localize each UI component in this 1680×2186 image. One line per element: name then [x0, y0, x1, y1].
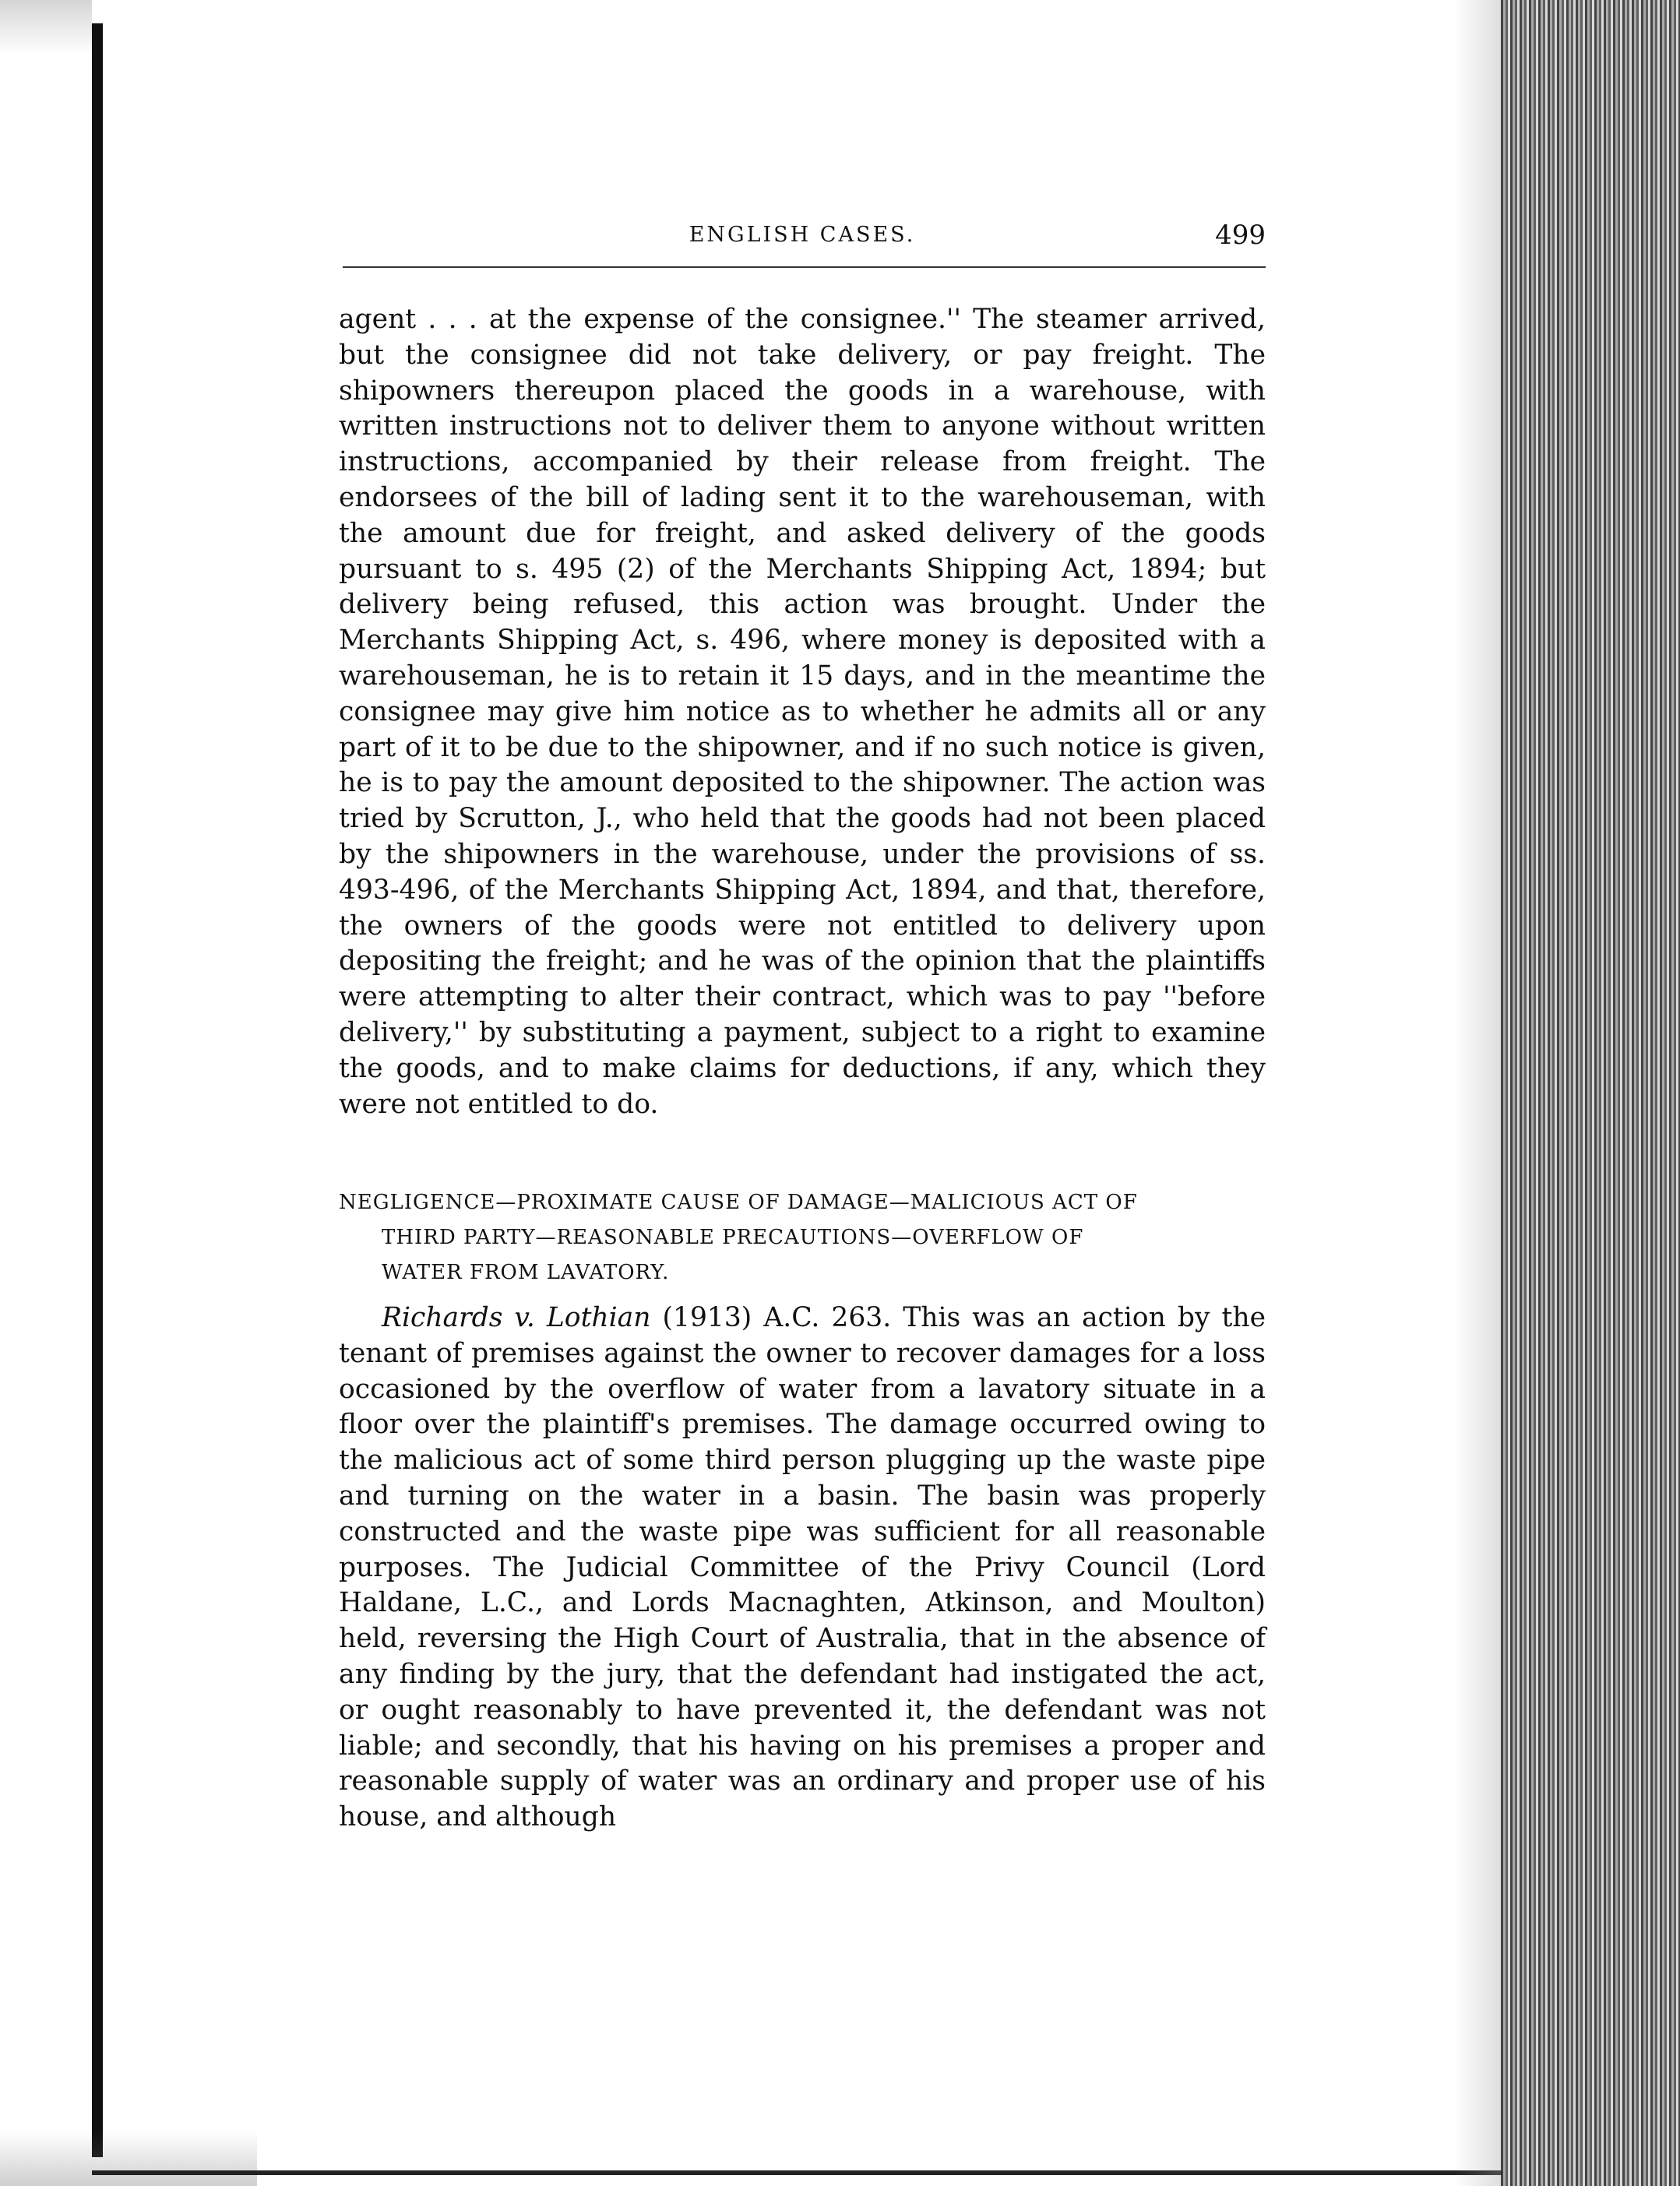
running-title: ENGLISH CASES.: [689, 223, 916, 247]
page-edge-shadow: [1454, 0, 1501, 2186]
book-binding-edge: [92, 23, 103, 2157]
heading-line-1: NEGLIGENCE—PROXIMATE CAUSE OF DAMAGE—MALICIOUS ACT OF: [339, 1191, 1138, 1214]
page-number: 499: [1215, 220, 1266, 251]
running-head: [339, 220, 1266, 266]
case-name: Richards v. Lothian: [382, 1302, 651, 1333]
section-heading: [339, 1185, 1266, 1290]
case-citation: (1913) A.C. 263.: [650, 1302, 903, 1333]
heading-line-3: WATER FROM LAVATORY.: [382, 1261, 670, 1284]
paragraph-2: [339, 1301, 1266, 1836]
heading-line-2: THIRD PARTY—REASONABLE PRECAUTIONS—OVERFLOW OF: [382, 1226, 1084, 1249]
stacked-page-edges: [1501, 0, 1680, 2186]
header-rule: [343, 266, 1266, 268]
paragraph-continued: [339, 302, 1266, 1122]
binding-shadow-top: [0, 0, 92, 55]
page-bottom-edge: [92, 2170, 1502, 2175]
paragraph-2-text: This was an action by the tenant of premises against the owner to recover damages for a loss occasioned by the overflow of water from a lavatory situate in a floor over the plaintiff's premises. The damage occurred owing to the malicious act of some third person plugging up the waste pipe and turning on the water in a basin. The basin was properly constructed and the waste pipe was sufficient for all reasonable purposes. The Judicial Committee of the Privy Council (Lord Haldane, L.C., and Lords Macnaghten, Atkinson, and Moulton) held, reversing the High Court of Australia, that in the absence of any finding by the jury, that the defendant had instigated the act, or ought reasonably to have prevented it, the defendant was not liable; and secondly, that his having on his premises a proper and reasonable supply of water was an ordinary and proper use of his house, and although: [339, 1302, 1266, 1833]
case-paragraph: [339, 1301, 1266, 1836]
binding-shadow-bottom: [0, 2131, 257, 2186]
paragraph-1-text: agent . . . at the expense of the consignee.'' The steamer arrived, but the consignee did not take delivery, or pay freight. The shipowners thereupon placed the goods in a warehouse, with written instructions not to deliver them to anyone without written instructions, accompanied by their release from freight. The endorsees of the bill of lading sent it to the warehouseman, with the amount due for freight, and asked delivery of the goods pursuant to s. 495 (2) of the Merchants Shipping Act, 1894; but delivery being refused, this action was brought. Under the Merchants Shipping Act, s. 496, where money is deposited with a warehouseman, he is to retain it 15 days, and in the meantime the consignee may give him notice as to whether he admits all or any part of it to be due to the shipowner, and if no such notice is given, he is to pay the amount deposited to the shipowner. The action was tried by Scrutton, J., who held that the goods had not been placed by the shipowners in the warehouse, under the provisions of ss. 493-496, of the Merchants Shipping Act, 1894, and that, therefore, the owners of the goods were not entitled to delivery upon depositing the freight; and he was of the opinion that the plaintiffs were attempting to alter their contract, which was to pay ''before delivery,'' by substituting a payment, subject to a right to examine the goods, and to make claims for deductions, if any, which they were not entitled to do.: [339, 304, 1266, 1120]
